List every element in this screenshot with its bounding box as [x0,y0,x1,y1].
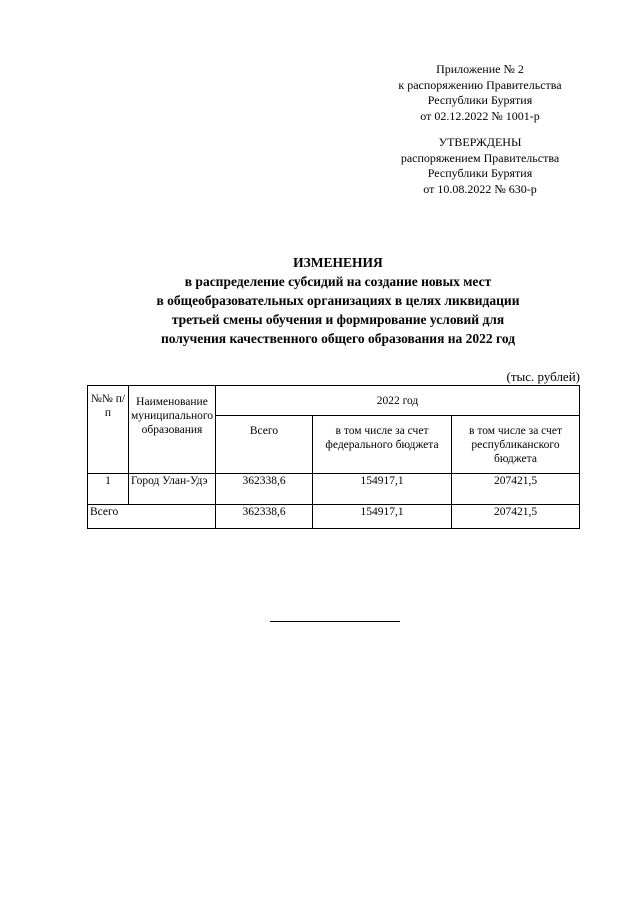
row-federal: 154917,1 [313,474,452,505]
total-federal: 154917,1 [313,505,452,529]
header-republic: в том числе за счет республиканского бюджета [452,416,580,474]
table-header-row [88,386,580,416]
subsidy-table [87,385,580,529]
header-total: Всего [216,416,313,474]
total-republic: 207421,5 [452,505,580,529]
header-year: 2022 год [216,386,580,416]
appendix-line: Республики Бурятия [427,93,533,107]
table-row [88,474,580,505]
appendix-line: от 02.12.2022 № 1001-р [420,108,540,123]
row-municipality: Город Улан-Удэ [129,474,216,505]
total-label: Всего [88,505,216,529]
table-total-row [88,505,580,529]
row-total: 362338,6 [216,474,313,505]
title-line: ИЗМЕНЕНИЯ [293,255,383,270]
row-republic: 207421,5 [452,474,580,505]
appendix-header [385,62,575,124]
total-sum: 362338,6 [216,505,313,529]
approval-header [385,135,575,197]
appendix-line: к распоряжению Правительства [398,77,562,92]
units-label: (тыс. рублей) [506,369,580,384]
appendix-line: Приложение № 2 [436,62,524,76]
end-divider [270,621,400,622]
document-title [60,253,616,348]
title-line: в распределение субсидий на создание новых мест [184,274,492,289]
title-line: третьей смены обучения и формирование условий для [171,312,505,327]
title-line: получения качественного общего образования на 2022 год [160,331,516,346]
header-number: №№ п/п [88,386,129,474]
approval-line: Республики Бурятия [427,166,533,180]
approval-line: распоряжением Правительства [400,150,560,165]
title-line: в общеобразовательных организациях в целях ликвидации [156,293,520,308]
approval-line: УТВЕРЖДЕНЫ [438,135,522,149]
approval-line: от 10.08.2022 № 630-р [423,181,537,196]
row-number: 1 [88,474,129,505]
header-federal: в том числе за счет федерального бюджета [313,416,452,474]
header-municipality: Наименование муниципального образования [129,386,216,474]
